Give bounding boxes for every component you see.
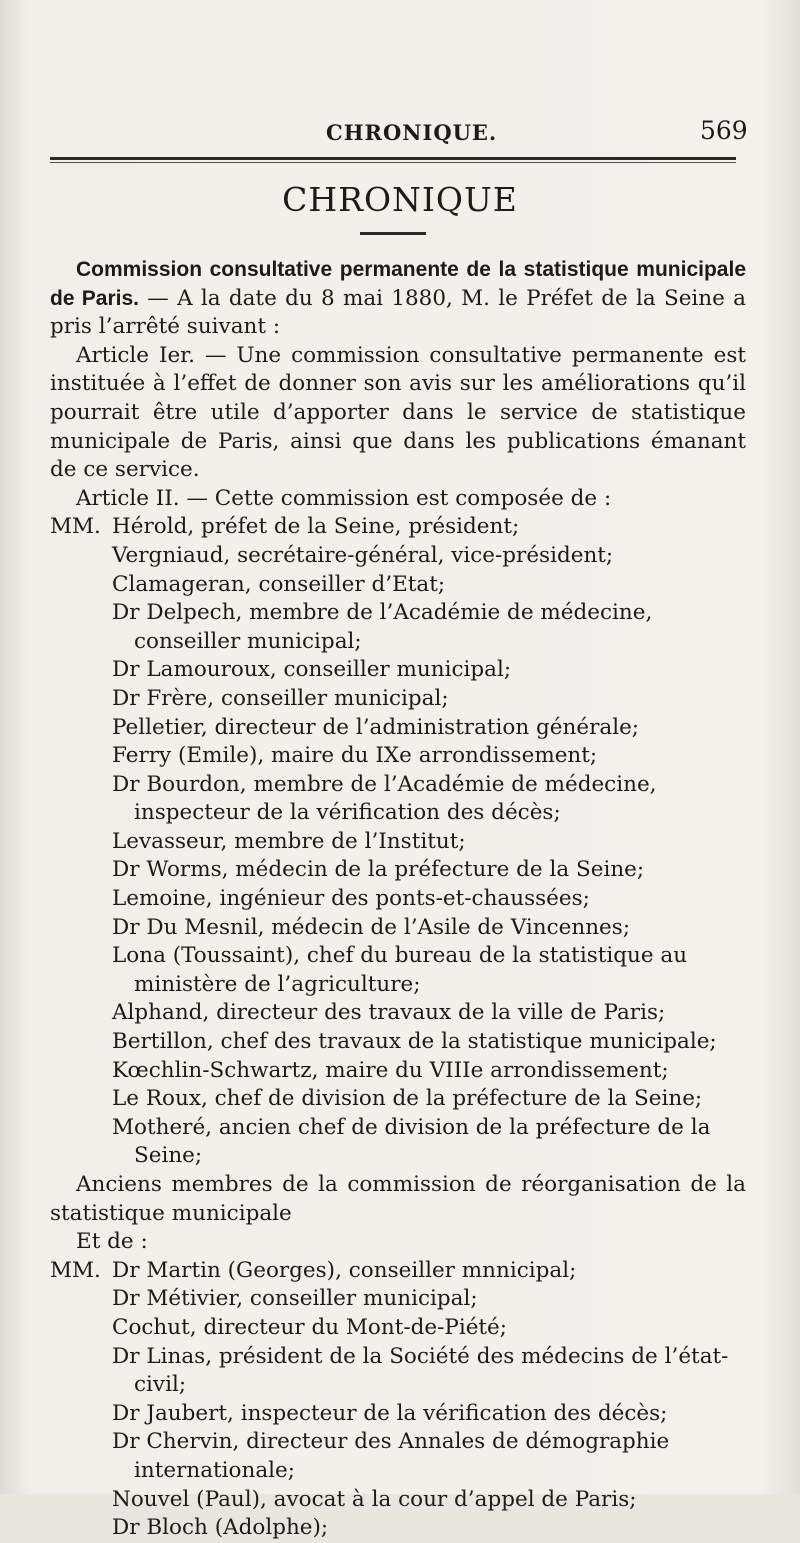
list-item: Dr Frère, conseiller municipal; (112, 685, 449, 711)
list-item: Cochut, directeur du Mont-de-Piété; (112, 1314, 508, 1340)
list-item: Le Roux, chef de division de la préfecture de la Seine; (112, 1086, 703, 1112)
list-item: Lemoine, ingénieur des ponts-et-chaussées; (112, 886, 590, 912)
body-text (50, 256, 746, 1543)
header-rule (50, 157, 736, 160)
list-item: Clamageran, conseiller d’Etat; (112, 571, 446, 597)
intro-text: — A la date du 8 mai 1880, M. le Préfet de la Seine a pris l’arrêté suivant : (50, 285, 746, 340)
title-rule (360, 232, 426, 235)
list-item: Dr Bloch (Adolphe); (112, 1515, 329, 1541)
list-item: Motheré, ancien chef de division de la préfecture de la Seine; (112, 1114, 711, 1169)
members-list (50, 513, 746, 1171)
list-item: Dr Linas, président de la Société des médecins de l’état-civil; (112, 1343, 729, 1398)
list-item: Vergniaud, secrétaire-général, vice-président; (112, 542, 614, 568)
mm-label: MM. (50, 514, 101, 540)
header-rule-thin (50, 162, 736, 163)
mm-label-2: MM. (50, 1257, 101, 1283)
members-list-2 (50, 1257, 746, 1543)
former-members: Anciens membres de la commission de réorganisation de la statistique municipale (50, 1172, 746, 1226)
list-item: Nouvel (Paul), avocat à la cour d’appel de Paris; (112, 1486, 637, 1512)
list-item: Dr Du Mesnil, médecin de l’Asile de Vincennes; (112, 914, 631, 940)
list-item: Dr Jaubert, inspecteur de la vérification des décès; (112, 1400, 668, 1426)
section-title: CHRONIQUE (282, 180, 518, 219)
list-item: Dr Bourdon, membre de l’Académie de médecine, inspecteur de la vérification des décès; (112, 771, 657, 826)
intro-lead: Commission consultative permanente de la statistique municipale de Paris. (50, 258, 746, 310)
running-head (0, 116, 800, 160)
list-item: Pelletier, directeur de l’administration générale; (112, 714, 640, 740)
list-item: Dr Métivier, conseiller municipal; (112, 1286, 478, 1312)
list-item: Dr Worms, médecin de la préfecture de la Seine; (112, 857, 645, 883)
list-item: Ferry (Emile), maire du IXe arrondissement; (112, 743, 598, 769)
list-item: Dr Chervin, directeur des Annales de démographie internationale; (112, 1429, 670, 1483)
running-head-title: CHRONIQUE. (326, 120, 498, 145)
list-item: Kœchlin-Schwartz, maire du VIIIe arrondissement; (112, 1057, 669, 1083)
page-number: 569 (700, 116, 748, 145)
et-de: Et de : (76, 1229, 148, 1255)
list-item: Bertillon, chef des travaux de la statistique municipale; (112, 1029, 717, 1055)
list-item: Dr Lamouroux, conseiller municipal; (112, 657, 512, 683)
list-item: MM. Dr Martin (Georges), conseiller mnnicipal; (50, 1257, 746, 1286)
article-1: Article Ier. — Une commission consultative permanente est instituée à l’effet de donner son avis sur les améliorations qu’il pourrait être utile d’apporter dans le service de statistique municipale de Paris, ainsi que dans les publications émanant de ce service. (50, 342, 746, 483)
list-item: Dr Delpech, membre de l’Académie de médecine, conseiller municipal; (112, 600, 653, 654)
list-item: Alphand, directeur des travaux de la ville de Paris; (112, 1000, 666, 1026)
list-item: Lona (Toussaint), chef du bureau de la statistique au ministère de l’agriculture; (112, 943, 688, 997)
intro-paragraph (50, 256, 746, 342)
list-item: MM. Hérold, préfet de la Seine, président; (50, 513, 746, 542)
article-2: Article II. — Cette commission est composée de : (76, 485, 612, 511)
list-item: Levasseur, membre de l’Institut; (112, 828, 466, 854)
